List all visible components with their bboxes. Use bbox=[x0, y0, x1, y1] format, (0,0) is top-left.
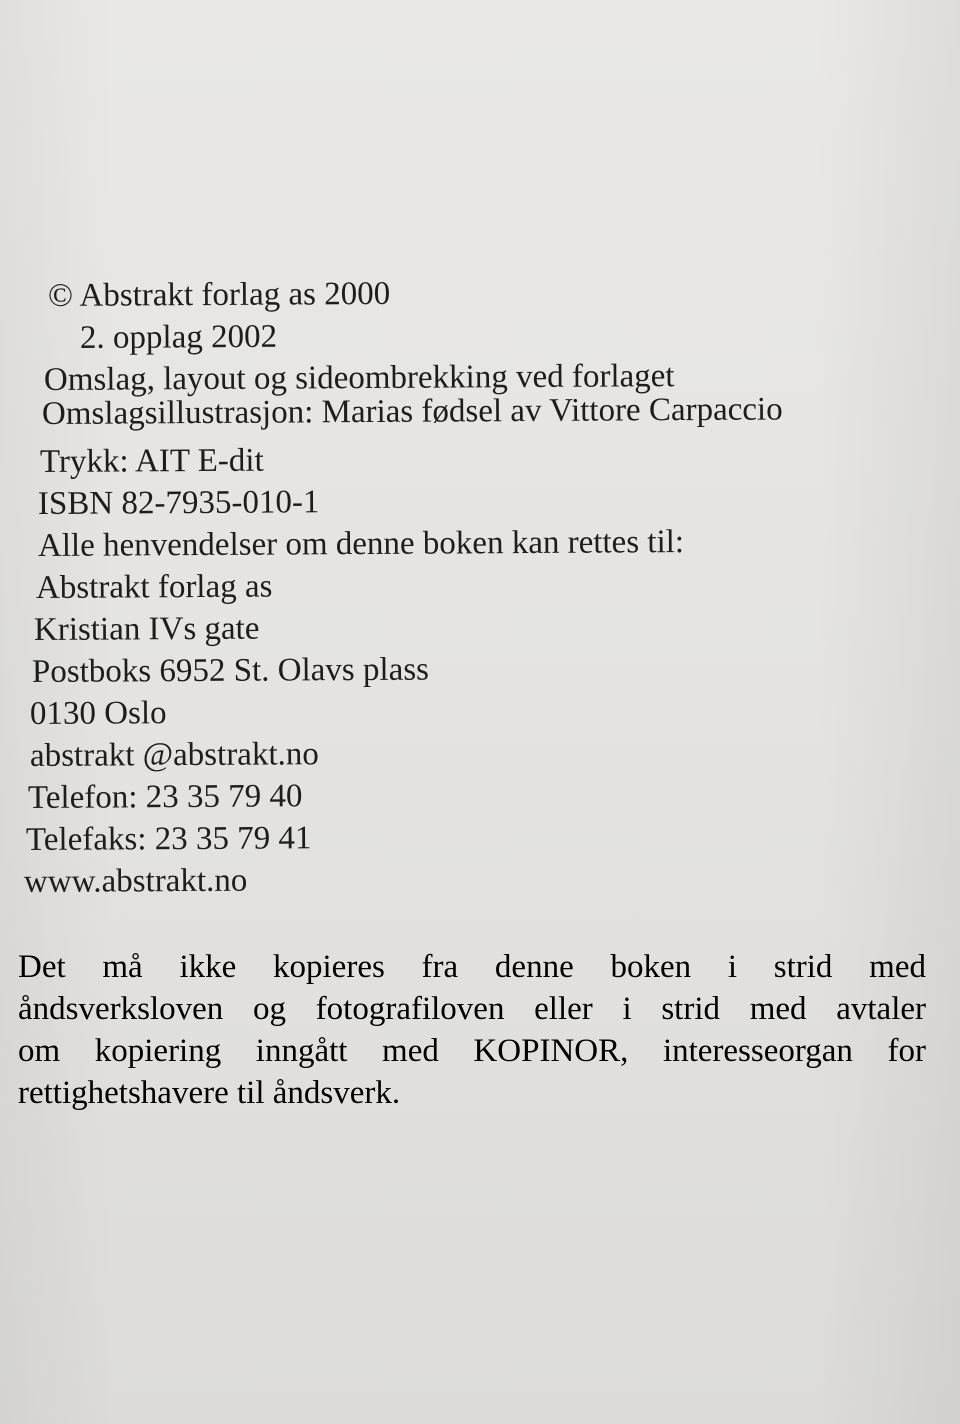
copyright-notice-paragraph bbox=[18, 946, 926, 1114]
cover-illustration-line: Omslagsillustrasjon: Marias fødsel av Vittore Carpaccio bbox=[41, 391, 783, 432]
street-line: Kristian IVs gate bbox=[33, 610, 260, 648]
fax-line: Telefaks: 23 35 79 41 bbox=[25, 820, 312, 858]
printer-line: Trykk: AIT E-dit bbox=[39, 442, 264, 480]
notice-line: om kopiering inngått med KOPINOR, interesseorgan for bbox=[18, 1033, 926, 1069]
po-box-line: Postboks 6952 St. Olavs plass bbox=[31, 651, 430, 690]
copyright-line: © Abstrakt forlag as 2000 bbox=[47, 275, 391, 314]
notice-line: rettighetshavere til åndsverk. bbox=[18, 1075, 401, 1111]
notice-line: Det må ikke kopieres fra denne boken i strid med bbox=[18, 949, 926, 985]
inquiries-line: Alle henvendelser om denne boken kan rettes til: bbox=[37, 524, 685, 564]
cover-layout-line: Omslag, layout og sideombrekking ved forlaget bbox=[43, 358, 675, 398]
edition-line: 2. opplag 2002 bbox=[79, 318, 278, 356]
postal-city-line: 0130 Oslo bbox=[29, 695, 167, 732]
publisher-name-line: Abstrakt forlag as bbox=[35, 568, 273, 606]
phone-line: Telefon: 23 35 79 40 bbox=[27, 778, 303, 816]
notice-line: åndsverksloven og fotografiloven eller i strid med avtaler bbox=[18, 991, 926, 1027]
email-line: abstrakt @abstrakt.no bbox=[29, 736, 319, 774]
isbn-line: ISBN 82-7935-010-1 bbox=[37, 484, 320, 522]
website-line: www.abstrakt.no bbox=[23, 862, 248, 900]
